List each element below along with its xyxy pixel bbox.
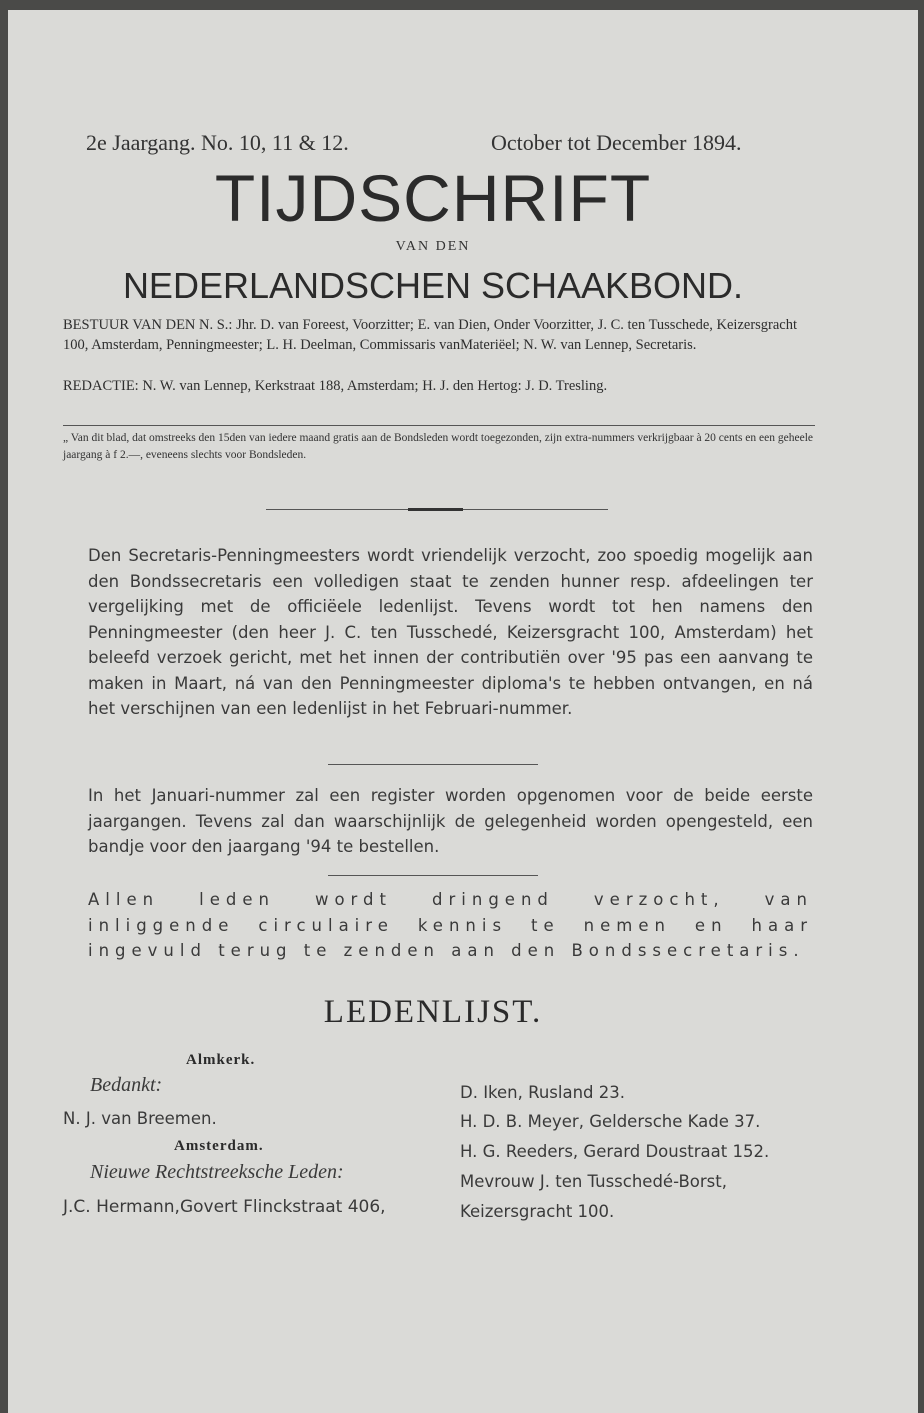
label-bedankt: Bedankt: <box>90 1074 163 1096</box>
notice-rule <box>63 425 815 426</box>
bestuur-text: BESTUUR VAN DEN N. S.: Jhr. D. van Foreest, Voorzitter; E. van Dien, Onder Voorzitter, J. C. ten Tusschede, Keizersgracht 100, Amsterdam, Penningmeester; L. H. Deelman, Commissaris vanMateriëel; N. W. van Lennep, Secretaris. <box>63 317 798 353</box>
label-nieuwe-leden: Nieuwe Rechtstreeksche Leden: <box>90 1161 344 1183</box>
city-almkerk: Almkerk. <box>186 1052 256 1068</box>
masthead-subtitle: NEDERLANDSCHEN SCHAAKBOND. <box>122 265 744 306</box>
divider-3 <box>328 875 538 876</box>
paragraph-3-text: Allen leden wordt dringend verzocht, van inliggende circulaire kennis te nemen en haar ingevuld terug te zenden aan den Bondssecretaris. <box>88 890 813 960</box>
date-line: October tot December 1894. <box>491 130 742 155</box>
city-amsterdam: Amsterdam. <box>174 1138 264 1154</box>
paragraph-2 <box>88 783 813 860</box>
masthead-van-den: VAN DEN <box>395 239 471 254</box>
member-entry: J.C. Hermann,Govert Flinckstraat 406, <box>63 1197 386 1217</box>
member-entry: Keizersgracht 100. <box>460 1202 615 1221</box>
member-entry: H. G. Reeders, Gerard Doustraat 152. <box>460 1142 770 1161</box>
masthead-title: TIJDSCHRIFT <box>214 161 652 235</box>
divider-1-center <box>408 508 463 511</box>
journal-page <box>8 10 918 1413</box>
member-entry: N. J. van Breemen. <box>63 1109 217 1128</box>
ledenlijst-heading: LEDENLIJST. <box>323 994 543 1030</box>
redactie-block <box>63 376 813 396</box>
paragraph-1-text: Den Secretaris-Penningmeesters wordt vriendelijk verzocht, zoo spoedig mogelijk aan den Bondssecretaris een volledigen staat te zenden hunner resp. afdeelingen ter vergelijking met de officiëele ledenlijst. Tevens wordt tot hen namens den Penningmeester (den heer J. C. ten Tusschedé, Keizersgracht 100, Amsterdam) het beleefd verzoek gericht, met het innen der contributiën over '95 pas een aanvang te maken in Maart, ná van den Penningmeester diploma's te hebben ontvangen, en ná het verschijnen van een ledenlijst in het Februari-nummer. <box>88 546 813 718</box>
board-block <box>63 315 813 355</box>
divider-2 <box>328 764 538 765</box>
member-entry: Mevrouw J. ten Tusschedé-Borst, <box>460 1172 727 1191</box>
member-entry: H. D. B. Meyer, Geldersche Kade 37. <box>460 1112 761 1131</box>
paragraph-3 <box>88 887 813 964</box>
notice-text: „ Van dit blad, dat omstreeks den 15den van iedere maand gratis aan de Bondsleden wordt toegezonden, zijn extra-nummers verkrijgbaar à 20 cents en een geheele jaargang à f 2.—, eveneens slechts voor Bondsleden. <box>63 432 813 461</box>
paragraph-1 <box>88 543 813 722</box>
volume-line: 2e Jaargang. No. 10, 11 & 12. <box>86 130 349 155</box>
member-entry: D. Iken, Rusland 23. <box>460 1083 626 1102</box>
redactie-text: REDACTIE: N. W. van Lennep, Kerkstraat 188, Amsterdam; H. J. den Hertog: J. D. Tresling. <box>63 378 608 394</box>
paragraph-2-text: In het Januari-nummer zal een register worden opgenomen voor de beide eerste jaargangen. Tevens zal dan waarschijnlijk de gelegenheid worden opengesteld, een bandje voor den jaargang '94 te bestellen. <box>88 786 813 856</box>
